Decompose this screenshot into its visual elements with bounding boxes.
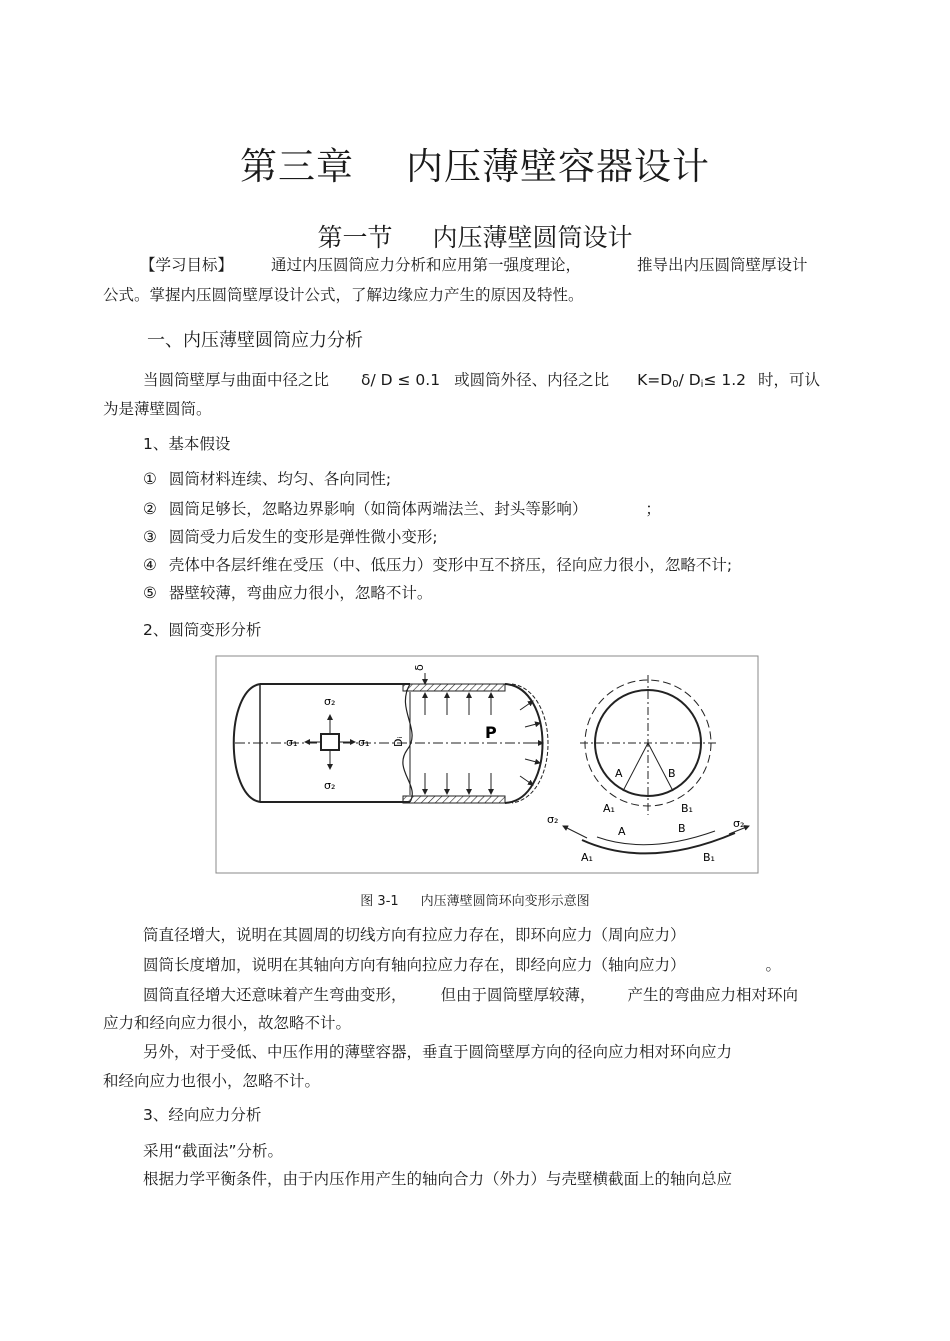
sigma2-arc-right-label: σ₂ bbox=[733, 817, 745, 830]
chapter-number: 第三章 bbox=[240, 145, 354, 188]
chapter-name: 内压薄壁容器设计 bbox=[406, 145, 710, 188]
para-radial-stress-line-2: 和经向应力也很小，忽略不计。 bbox=[103, 1072, 321, 1090]
objective-label: 【学习目标】 bbox=[140, 256, 234, 274]
sigma2-top-label: σ₂ bbox=[324, 695, 336, 708]
para-equilibrium: 根据力学平衡条件，由于内压作用产生的轴向合力（外力）与壳壁横截面上的轴向总应 bbox=[143, 1170, 733, 1188]
chapter-title bbox=[0, 136, 950, 190]
para-section-method: 采用“截面法”分析。 bbox=[143, 1142, 284, 1160]
sigma1-right-label: σ₁ bbox=[358, 736, 370, 749]
caption-number: 图 3-1 bbox=[360, 894, 399, 909]
sigma2-arc-left-label: σ₂ bbox=[547, 813, 559, 826]
figure-cylinder-deformation bbox=[215, 655, 760, 875]
section-title bbox=[0, 218, 950, 254]
di-label: Dᵢ bbox=[392, 736, 405, 747]
label-b: B bbox=[668, 767, 676, 780]
delta-label: δ bbox=[413, 664, 426, 671]
para-thin-wall-definition: 当圆筒壁厚与曲面中径之比 δ/ D ≤ 0.1 或圆筒外径、内径之比 $K=D_0/$ $D_i\le 1.2$ 时，可认 bbox=[143, 371, 821, 390]
para-bending-stress: 圆筒直径增大还意味着产生弯曲变形， 但由于圆筒壁厚较薄， 产生的弯曲应力相对环向 bbox=[143, 986, 799, 1004]
heading-stress-analysis: 一、内压薄壁圆筒应力分析 bbox=[147, 330, 363, 351]
section-name: 内压薄壁圆筒设计 bbox=[432, 223, 633, 252]
objective-part-2: 推导出内压圆筒壁厚设计 bbox=[637, 256, 808, 274]
bottom-wall-hatch bbox=[403, 796, 505, 803]
pressure-label: P bbox=[485, 723, 497, 742]
subheading-deformation: 2、圆筒变形分析 bbox=[143, 621, 262, 639]
subheading-meridional-stress: 3、经向应力分析 bbox=[143, 1106, 262, 1124]
sigma1-left-label: σ₁ bbox=[286, 736, 298, 749]
para-axial-stress: 圆筒长度增加，说明在其轴向方向有轴向拉应力存在，即经向应力（轴向应力） 。 bbox=[143, 956, 782, 974]
objective-line-1 bbox=[140, 255, 808, 275]
arc-label-b: B bbox=[678, 822, 686, 835]
para-thin-wall-definition-line-2: 为是薄壁圆筒。 bbox=[103, 400, 212, 418]
assumption-item: ① 圆筒材料连续、均匀、各向同性; bbox=[143, 470, 392, 488]
arc-label-a1: A₁ bbox=[581, 851, 593, 864]
ratio-condition: δ/ D ≤ 0.1 bbox=[361, 371, 441, 389]
assumption-item: ② 圆筒足够长，忽略边界影响（如筒体两端法兰、封头等影响） ； bbox=[143, 500, 661, 518]
caption-text: 内压薄壁圆筒环向变形示意图 bbox=[420, 894, 590, 909]
subheading-assumptions: 1、基本假设 bbox=[143, 435, 231, 453]
sigma2-bottom-label: σ₂ bbox=[324, 779, 336, 792]
figure-caption bbox=[0, 890, 950, 909]
label-b1: B₁ bbox=[681, 802, 693, 815]
assumption-item: ⑤ 器壁较薄，弯曲应力很小，忽略不计。 bbox=[143, 584, 433, 602]
label-a: A bbox=[615, 767, 623, 780]
para-bending-stress-line-2: 应力和经向应力很小，故忽略不计。 bbox=[103, 1014, 352, 1032]
para-hoop-stress: 筒直径增大，说明在其圆周的切线方向有拉应力存在，即环向应力（周向应力） bbox=[143, 926, 686, 944]
assumption-item: ④ 壳体中各层纤维在受压（中、低压力）变形中互不挤压，径向应力很小，忽略不计; bbox=[143, 556, 733, 574]
top-wall-hatch bbox=[403, 684, 505, 691]
stress-element bbox=[321, 734, 339, 750]
objective-line-2: 公式。掌握内压圆筒壁厚设计公式，了解边缘应力产生的原因及特性。 bbox=[103, 286, 584, 304]
arc-label-b1: B₁ bbox=[703, 851, 715, 864]
assumption-item: ③ 圆筒受力后发生的变形是弹性微小变形; bbox=[143, 528, 438, 546]
arc-label-a: A bbox=[618, 825, 626, 838]
label-a1: A₁ bbox=[603, 802, 615, 815]
section-number: 第一节 bbox=[317, 223, 393, 252]
para-radial-stress: 另外，对于受低、中压作用的薄壁容器，垂直于圆筒壁厚方向的径向应力相对环向应力 bbox=[143, 1043, 733, 1061]
k-condition: $K=D_0/$ $D_i\le 1.2$ bbox=[637, 371, 747, 390]
objective-part-1: 通过内压圆筒应力分析和应用第一强度理论， bbox=[271, 256, 582, 274]
